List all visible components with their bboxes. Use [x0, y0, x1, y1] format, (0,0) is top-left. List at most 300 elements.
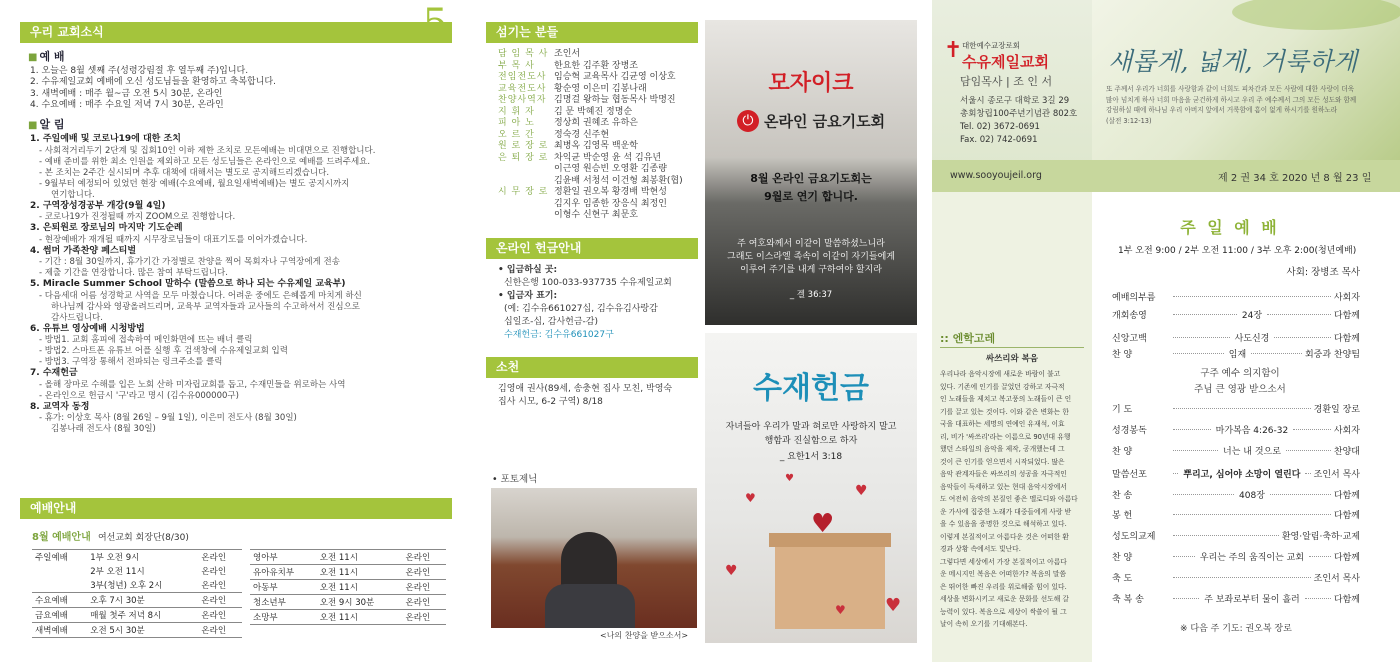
order-performer: 다함께 — [1333, 553, 1360, 563]
order-content: 마가복음 4:26-32 — [1215, 426, 1289, 436]
news-line: 김영애 권사(89세, 송충현 집사 모친, 박영숙 — [498, 384, 673, 394]
worship-title: 주 일 예 배 — [1180, 218, 1280, 237]
offering-line: 십일조-십, 감사헌금-감) — [504, 317, 598, 327]
order-performer: 사회자 — [1333, 426, 1360, 436]
worship-order-row — [1112, 508, 1360, 522]
essay-line: 날이 속히 오기를 기대해본다. — [940, 620, 1028, 628]
notice-title: 알 림 — [39, 118, 65, 132]
dotted-leader — [1293, 429, 1331, 430]
table-row — [250, 610, 446, 625]
table-cell: 온라인 — [403, 595, 446, 610]
table-cell: 아동부 — [250, 580, 317, 595]
staff-role: 은 퇴 장 로 — [498, 152, 549, 163]
offering-line: • 입금하실 곳: — [498, 265, 558, 275]
heart-icon: ♥ — [835, 603, 846, 617]
dotted-leader — [1173, 577, 1311, 578]
table-row — [250, 595, 446, 610]
table-cell: 온라인 — [403, 610, 446, 625]
table-cell: 온라인 — [403, 565, 446, 580]
servers-header-bar: 섬기는 분들 — [486, 22, 698, 43]
staff-row — [498, 153, 698, 165]
table-cell: 온라인 — [198, 550, 242, 565]
staff-names: 이근영 원승빈 오영환 김종량 — [554, 164, 667, 174]
staff-names: 차익균 박순영 윤 석 김유년 — [554, 152, 662, 163]
table-cell: 소망부 — [250, 610, 317, 625]
table-cell: 오전 11시 — [317, 580, 403, 595]
essay-divider — [940, 347, 1084, 348]
order-content: 우리는 주의 움직이는 교회 — [1199, 553, 1305, 563]
essay-line: 이렇게 본질적이고 아름다운 것은 어떠한 환 — [940, 532, 1069, 541]
news-line: 집사 시모, 6-2 구역) 8/18 — [498, 397, 603, 407]
order-performer: 사회자 — [1333, 293, 1360, 303]
notice-detail: - 예배 준비를 위한 최소 인원을 제외하고 모든 성도님들은 온라인으로 예배를 드려주세요. — [39, 156, 371, 167]
table-cell: 온라인 — [201, 581, 227, 591]
staff-role: 교육전도사 — [498, 83, 547, 94]
order-label: 축 도 — [1112, 574, 1133, 584]
notice-detail: - 코로나19가 진정될때 까지 ZOOM으로 진행합니다. — [39, 212, 236, 223]
heart-icon: ♥ — [811, 509, 835, 539]
worship-order-row — [1112, 529, 1360, 543]
staff-list — [498, 49, 698, 222]
poster-line2: 9월로 연기 합니다. — [764, 190, 858, 203]
order-label: 찬 양 — [1112, 553, 1133, 563]
address-line: 총회창립100주년기념관 802호 — [960, 109, 1078, 119]
dotted-leader — [1173, 535, 1279, 536]
table-cell: 오후 7시 30분 — [87, 593, 198, 608]
notice-subtitle — [28, 116, 452, 132]
notice-detail: - 방법1. 교회 홈피에 접속하여 메인화면에 뜨는 배너 클릭 — [39, 335, 253, 346]
photo-person — [561, 532, 617, 592]
staff-row — [498, 72, 698, 84]
table-row — [32, 623, 242, 638]
mission-line: 많아 넘치게 하사 너희 마음을 굳건하게 하시고 우리 주 예수께서 그의 모든 성도와 함께 — [1106, 95, 1357, 104]
poster2-line1: 자녀들아 우리가 말과 혀로만 사랑하지 말고 — [725, 422, 897, 432]
essay-line: 능력이 있다. 복음으로 세상이 싹쓸이 될 그 — [940, 607, 1067, 616]
leaf-decoration — [1232, 0, 1400, 30]
motto-banner — [1092, 0, 1400, 160]
notice-detail: - 휴가: 이상호 목사 (8월 26일 – 9월 1일), 이은미 전도사 (8월 30일) — [39, 413, 297, 424]
dotted-leader — [1173, 514, 1331, 515]
news-header-bar: 우리 교회소식 — [20, 22, 452, 43]
staff-names: 이형수 신현구 최문호 — [554, 210, 638, 220]
notice-detail: - 제출 기간을 연장합니다. 많은 참여 부탁드립니다. — [39, 268, 228, 279]
poster-ref: _ 겔 36:37 — [789, 290, 833, 300]
staff-row — [498, 95, 698, 107]
website-url[interactable]: www.sooyoujeil.org — [950, 170, 1042, 181]
dotted-leader — [1173, 337, 1230, 338]
table-cell: 새벽예배 — [32, 623, 87, 638]
offering-line: 신한은행 100-033-937735 수유제일교회 — [504, 278, 672, 288]
staff-row — [498, 107, 698, 119]
poster-line1: 8월 온라인 금요기도회는 — [750, 172, 872, 185]
order-content: 뿌리고, 심어야 소망이 열린다 — [1183, 470, 1301, 480]
dotted-leader — [1305, 473, 1310, 474]
notice-title: 6. 유튜브 영상예배 시청방법 — [30, 323, 145, 334]
table-cell: 오전 11시 — [317, 550, 403, 565]
staff-row — [498, 176, 698, 188]
notice-title: 4. 썸머 가족찬양 페스티벌 — [30, 245, 137, 256]
worship-between2: 주님 큰 영광 받으소서 — [1194, 384, 1286, 395]
photo-person-body — [545, 584, 635, 628]
photo-caption: <나의 찬양을 받으소서> — [600, 631, 689, 640]
staff-names: 김 문 박혜진 정명순 — [554, 106, 633, 117]
photo-label: • 포토제닉 — [492, 474, 538, 485]
staff-role: 전임전도사 — [498, 72, 547, 82]
staff-names: 한요한 김주환 장병조 — [554, 60, 638, 71]
dotted-leader — [1173, 450, 1218, 451]
staff-names: 김지우 임종한 장응식 최정인 — [554, 198, 667, 209]
table-cell: 수요예배 — [32, 593, 87, 608]
photo-image — [491, 488, 697, 628]
poster-verse3: 이루어 주기를 내게 구하여야 할지라 — [740, 265, 882, 275]
notice-detail: - 현장예배가 재개될 때까지 시무장로님들이 대표기도를 이어가겠습니다. — [39, 234, 308, 245]
staff-row — [498, 61, 698, 73]
staff-role: 담 임 목 사 — [498, 49, 549, 59]
denomination-label: 대한예수교장로회 — [962, 41, 1020, 50]
heart-icon: ♥ — [885, 595, 902, 616]
order-performer: 찬양대 — [1333, 447, 1361, 457]
square-icon: ■ — [28, 120, 38, 132]
notice-detail: 하나님께 감사와 영광올려드리며, 교육부 교역자들과 교사들의 수고하셔서 진심으로 — [51, 301, 361, 312]
dotted-leader — [1173, 473, 1178, 474]
table-cell: 온라인 — [201, 567, 227, 577]
worship-order-row — [1112, 423, 1360, 437]
dotted-leader — [1251, 353, 1302, 354]
essay-line: 은 뛰어한 빠진 우리를 위로해줄 힘이 있다. — [940, 582, 1067, 591]
table-cell: 오전 5시 30분 — [87, 623, 198, 638]
table-row — [250, 565, 446, 580]
power-icon: ⏻ — [737, 110, 759, 132]
dotted-leader — [1173, 556, 1195, 557]
poster2-title: 수재헌금 — [753, 371, 869, 406]
guide-note: 여선교회 회장단(8/30) — [97, 533, 189, 543]
dotted-leader — [1173, 598, 1199, 599]
notice-detail: - 올해 장마로 수해를 입은 노회 산하 미자립교회를 돕고, 수재민들을 위로하는 사역 — [39, 379, 346, 390]
order-performer: 조인서 목사 — [1313, 470, 1360, 480]
notice-detail: - 본 조치는 2주간 실시되며 추후 대책에 대해서는 별도로 공지해드리겠습니다. — [39, 167, 330, 178]
staff-role: 부 목 사 — [498, 60, 535, 71]
staff-row — [498, 199, 698, 211]
staff-role: 시 무 장 로 — [498, 187, 549, 197]
poster-title: 온라인 금요기도회 — [763, 112, 886, 131]
staff-row — [498, 118, 698, 130]
essay-line: 리, 비가 '싸쓰리'라는 이름으로 90년대 유행 — [940, 432, 1071, 441]
notice-title: 7. 수재헌금 — [30, 368, 78, 379]
notice-detail: - 방법3. 구역장 통해서 전파되는 링크주소를 클릭 — [39, 357, 223, 368]
order-performer: 환영·알림·축하·교제 — [1281, 532, 1360, 542]
table-row — [250, 550, 446, 565]
pastor-line: 담임목사 | 조 인 서 — [960, 75, 1053, 88]
worship-subtitle — [28, 48, 452, 64]
essay-line: 국을 대표하는 세명의 연예인 유재석, 이효 — [940, 420, 1065, 428]
dotted-leader — [1173, 494, 1234, 495]
order-label: 봉 헌 — [1112, 511, 1133, 521]
offering-line: (예: 김수유661027십, 김수유김사랑감 — [504, 304, 658, 314]
staff-role: 지 휘 자 — [498, 106, 535, 117]
poster2-ref: _ 요한1서 3:18 — [779, 452, 843, 462]
worship-order-row — [1112, 571, 1360, 585]
dotted-leader — [1305, 598, 1331, 599]
table-row — [32, 564, 242, 578]
notice-detail: 연기합니다. — [51, 189, 95, 200]
table-row — [32, 578, 242, 593]
staff-row — [498, 210, 698, 222]
table-cell: 오전 11시 — [317, 610, 403, 625]
worship-schedule-table — [32, 549, 242, 638]
table-cell: 유아유치부 — [250, 565, 317, 580]
order-performer: 회중과 찬양팀 — [1304, 350, 1361, 360]
table-row — [250, 580, 446, 595]
worship-line: 4. 수요예배 : 매주 수요일 저녁 7시 30분, 온라인 — [30, 99, 224, 110]
staff-row — [498, 84, 698, 96]
table-cell: 3부(청년) 오후 2시 — [90, 581, 163, 591]
notice-detail: - 방법2. 스마트폰 유튜브 어플 실행 후 검색창에 수유제일교회 입력 — [39, 346, 288, 357]
essay-line: 운 메시지인 복음은 어떠한가? 복음의 말씀 — [940, 570, 1067, 578]
worship-order-row — [1112, 290, 1360, 304]
order-content: 너는 내 것으로 — [1223, 447, 1281, 457]
worship-line: 1. 오늘은 8월 셋째 주(성령강림절 후 열두째 주)입니다. — [30, 66, 249, 76]
guide-month: 8월 예배안내 — [32, 532, 91, 543]
essay-line: 했던 스타일의 음악을 제작, 공개했는데 그 — [940, 445, 1065, 453]
essay-line: 을 수 있음을 증명한 것으로 해석하고 있다. — [940, 520, 1067, 528]
essay-line: 기를 끌고 있는 것이다. 이와 같은 변화는 한 — [940, 407, 1069, 416]
worship-lines — [20, 66, 452, 111]
worship-order-row — [1112, 331, 1360, 345]
news-header-bar2: 소천 — [486, 357, 698, 378]
staff-row — [498, 164, 698, 176]
staff-row — [498, 141, 698, 153]
order-label: 예배의부름 — [1112, 293, 1156, 303]
essay-line: 있다. 기존에 인기를 끌었던 강하고 자극적 — [940, 382, 1065, 391]
offering-line: • 입금자 표기: — [498, 291, 558, 301]
staff-row — [498, 49, 698, 61]
church-address — [960, 95, 1077, 147]
offering-line: 수재헌금: 김수유661027구 — [504, 330, 614, 340]
table-cell — [32, 564, 87, 578]
table-cell: 금요예배 — [32, 608, 87, 623]
order-performer: 다함께 — [1333, 511, 1360, 521]
dotted-leader — [1173, 314, 1237, 315]
essay-line: 운 가사에 집중한 노래가 대중들에게 사랑 받 — [940, 507, 1072, 516]
worship-leader: 사회: 장병조 목사 — [1286, 267, 1360, 278]
staff-names: 최병옥 김영목 백운학 — [554, 141, 638, 151]
table-row — [32, 608, 242, 623]
notice-list — [20, 134, 452, 435]
order-performer: 다함께 — [1333, 595, 1360, 605]
order-label: 찬 양 — [1112, 447, 1133, 457]
table-row — [32, 550, 242, 565]
notice-detail: 감사드립니다. — [51, 312, 103, 323]
table-cell: 온라인 — [198, 593, 242, 608]
dotted-leader — [1270, 494, 1331, 495]
table-cell: 온라인 — [198, 608, 242, 623]
poster-tag: 모자이크 — [768, 71, 854, 96]
mission-verse — [1106, 84, 1356, 126]
worship-title: 예 배 — [39, 50, 65, 63]
table-cell: 온라인 — [198, 623, 242, 638]
essay-line: 도 여전히 음악의 본질인 좋은 멜로디와 아름다 — [940, 495, 1078, 503]
order-content: 24장 — [1241, 311, 1263, 321]
order-label: 축 복 송 — [1112, 595, 1144, 605]
essay-line: 경과 상황 속에서도 빛난다. — [940, 545, 1021, 553]
table-cell: 1부 오전 9시 — [87, 550, 198, 565]
order-content: 408장 — [1239, 491, 1265, 501]
order-label: 찬 송 — [1112, 491, 1133, 501]
notice-detail: - 기간 : 8월 30일까지, 휴가기간 가정별로 찬양을 찍어 목회자나 구역장에게 전송 — [39, 257, 340, 268]
staff-names: 황순영 이은미 김봉나래 — [554, 83, 647, 94]
worship-between1: 구주 예수 의지함이 — [1200, 368, 1280, 379]
essay-line: 인 노래들을 제치고 복고풍의 노래들이 큰 인 — [940, 395, 1072, 403]
essay-line: 음악 관계자들은 싸쓰리의 성공을 자극적인 — [940, 470, 1067, 478]
offering-info — [498, 264, 698, 342]
mission-line: 강림하실 때에 하나님 우리 아버지 앞에서 거룩함에 흠이 없게 하시기를 원하노라 — [1106, 106, 1338, 114]
guide-header-bar: 예배안내 — [20, 498, 452, 519]
offering-header-bar: 온라인 헌금안내 — [486, 238, 698, 259]
worship-line: 2. 수유제일교회 예배에 오신 성도님들을 환영하고 축복합니다. — [30, 77, 276, 88]
worship-order-row — [1112, 467, 1360, 481]
table-cell: 2부 오전 11시 — [90, 567, 145, 577]
flood-offering-poster — [705, 333, 917, 643]
motto-text: 새롭게, 넓게, 거룩하게 — [1108, 47, 1358, 76]
poster-verse1: 주 여호와께서 이같이 말씀하셨느니라 — [737, 239, 885, 249]
table-cell: 영아부 — [250, 550, 317, 565]
notice-title: 8. 교역자 동정 — [30, 401, 90, 412]
order-content: 임재 — [1228, 350, 1247, 360]
notice-title: 2. 구역장성경공부 개강(9월 4일) — [30, 200, 166, 211]
notice-detail: - 다음세대 어름 성경학교 사역을 모두 마쳤습니다. 어려운 중에도 은혜롭게 마치게 하신 — [39, 290, 362, 301]
table-cell: 오전 9시 30분 — [317, 595, 403, 610]
essay-line: 우리나라 음악시장에 새로운 바람이 불고 — [940, 370, 1061, 378]
church-name: 수유제일교회 — [962, 53, 1049, 71]
heart-icon: ♥ — [745, 491, 756, 505]
staff-names: 정환일 권오복 황경배 박현성 — [554, 187, 667, 197]
order-performer: 다함께 — [1333, 334, 1360, 344]
worship-line: 3. 새벽예배 : 매주 월~금 오전 5시 30분, 온라인 — [30, 88, 223, 99]
church-logo-cross: ✝ — [944, 38, 963, 63]
order-performer: 조인서 목사 — [1313, 574, 1360, 584]
notice-detail: - 사회적거리두기 2단계 및 집회10인 이하 제한 조치로 모든예배는 비대면으로 진행합니다. — [39, 145, 376, 156]
notice-title: 5. Miracle Summer School 말하수 (말씀으로 하나 되는 수유제일 교육부) — [30, 279, 346, 290]
dotted-leader — [1173, 296, 1331, 297]
square-icon: ■ — [28, 52, 38, 63]
order-label: 찬 양 — [1112, 350, 1133, 360]
order-performer: 다함께 — [1333, 491, 1360, 501]
essay-line: 그렇다면 세상에서 가장 본질적이고 아름다 — [940, 557, 1067, 566]
heart-icon: ♥ — [785, 473, 794, 484]
worship-order-row — [1112, 402, 1360, 416]
essay-header-text: 엔학고레 — [952, 332, 996, 345]
table-row — [32, 593, 242, 608]
essay-title: 싸쓰리와 복음 — [985, 354, 1039, 364]
notice-detail: - 온라인으로 헌금시 '구'라고 명시 (김수유000000구) — [39, 390, 239, 401]
address-line: Tel. 02) 3672-0691 — [960, 122, 1040, 132]
order-label: 성도의교제 — [1112, 532, 1156, 542]
notice-detail: - 9월부터 예정되어 있었던 현장 예배(수요예배, 월요일새벽예배)는 별도 공지시까지 — [39, 178, 350, 189]
staff-role: 오 르 간 — [498, 129, 535, 140]
table-cell: 주일예배 — [32, 550, 87, 565]
heart-icon: ♥ — [855, 483, 868, 499]
address-line: 서울시 종로구 대학로 3길 29 — [960, 96, 1070, 106]
mission-line: (살전 3:12-13) — [1106, 116, 1152, 125]
dotted-leader — [1173, 429, 1211, 430]
worship-order-row — [1112, 550, 1360, 564]
order-content: 사도신경 — [1234, 334, 1270, 344]
staff-names: 김윤배 서청석 이건형 최봉환(협) — [554, 175, 683, 186]
poster2-line2: 행함과 진실함으로 하자 — [764, 436, 858, 446]
issue-info: 제 2 권 34 호 2020 년 8 월 23 일 — [1218, 173, 1372, 184]
staff-names: 정상희 권혜조 유하은 — [554, 118, 638, 128]
next-prayer: ※ 다음 주 기도: 권오복 장로 — [1180, 624, 1292, 634]
staff-row — [498, 130, 698, 142]
worship-order-row — [1112, 444, 1360, 458]
staff-role: 찬양사역자 — [498, 95, 547, 105]
staff-role: 피 아 노 — [498, 118, 535, 128]
table-cell — [32, 578, 87, 593]
address-line: Fax. 02) 742-0691 — [960, 135, 1038, 145]
table-cell: 온라인 — [403, 580, 446, 595]
worship-times: 1부 오전 9:00 / 2부 오전 11:00 / 3부 오후 2:00(청년예배) — [1118, 246, 1357, 256]
order-label: 말씀선포 — [1112, 470, 1147, 480]
funeral-news — [498, 383, 698, 409]
essay-line: 세상을 변화시키고 새로운 문화를 선도해 갈 — [940, 595, 1069, 603]
department-schedule-table — [250, 549, 446, 625]
essay-text — [940, 368, 1078, 631]
worship-order-row — [1112, 347, 1360, 361]
table-cell: 매월 첫주 저녁 8시 — [87, 608, 198, 623]
dotted-leader — [1309, 556, 1331, 557]
poster-title-row — [705, 110, 917, 132]
worship-order-row — [1112, 308, 1360, 322]
staff-role: 원 로 장 로 — [498, 141, 549, 151]
order-performer: 다함께 — [1333, 311, 1360, 321]
dotted-leader — [1274, 337, 1331, 338]
dotted-leader — [1267, 314, 1331, 315]
order-label: 개회송영 — [1112, 311, 1147, 321]
dotted-leader — [1173, 353, 1224, 354]
table-cell: 온라인 — [403, 550, 446, 565]
order-label: 기 도 — [1112, 405, 1133, 415]
table-cell: 오전 11시 — [317, 565, 403, 580]
notice-title: 3. 은퇴원로 장로님의 마지막 기도순례 — [30, 223, 183, 234]
notice-detail: 김봉나래 전도사 (8월 30일) — [51, 424, 156, 435]
essay-header: :: 엔학고레 — [940, 332, 996, 345]
essay-line: 음악들이 득세하고 있는 현대 음악시장에서 — [940, 482, 1067, 491]
prayer-poster — [705, 20, 917, 325]
notice-title: 1. 주일예배 및 코로나19에 대한 조치 — [30, 134, 181, 145]
staff-names: 임승혁 교육목사 김균영 이상호 — [554, 72, 676, 82]
dotted-leader — [1173, 408, 1311, 409]
staff-names: 정숙경 신주현 — [554, 129, 610, 140]
dotted-leader — [1286, 450, 1331, 451]
mission-line: 또 주께서 우리가 너희를 사랑함과 같이 너희도 피차간과 모든 사람에 대한 사랑이 더욱 — [1106, 85, 1355, 93]
guide-subheading — [32, 528, 189, 543]
worship-order-row — [1112, 488, 1360, 502]
staff-names: 김명걸 왕하늘 협동목사 박명진 — [554, 95, 676, 105]
essay-line: 것이 큰 인기를 얻으면서 시작되었다. 많은 — [940, 457, 1065, 466]
order-label: 신앙고백 — [1112, 334, 1147, 344]
poster-verse2: 그래도 이스라엘 족속이 이같이 자기들에게 — [727, 252, 895, 262]
order-label: 성경봉독 — [1112, 426, 1147, 436]
staff-row — [498, 187, 698, 199]
staff-names: 조인서 — [554, 49, 581, 59]
essay-panel — [932, 192, 1092, 662]
table-cell: 청소년부 — [250, 595, 317, 610]
page-number: 5 — [422, 1, 448, 47]
worship-order-row — [1112, 592, 1360, 606]
heart-icon: ♥ — [725, 563, 738, 579]
donation-box — [775, 543, 885, 629]
order-performer: 경환일 장로 — [1313, 405, 1360, 415]
